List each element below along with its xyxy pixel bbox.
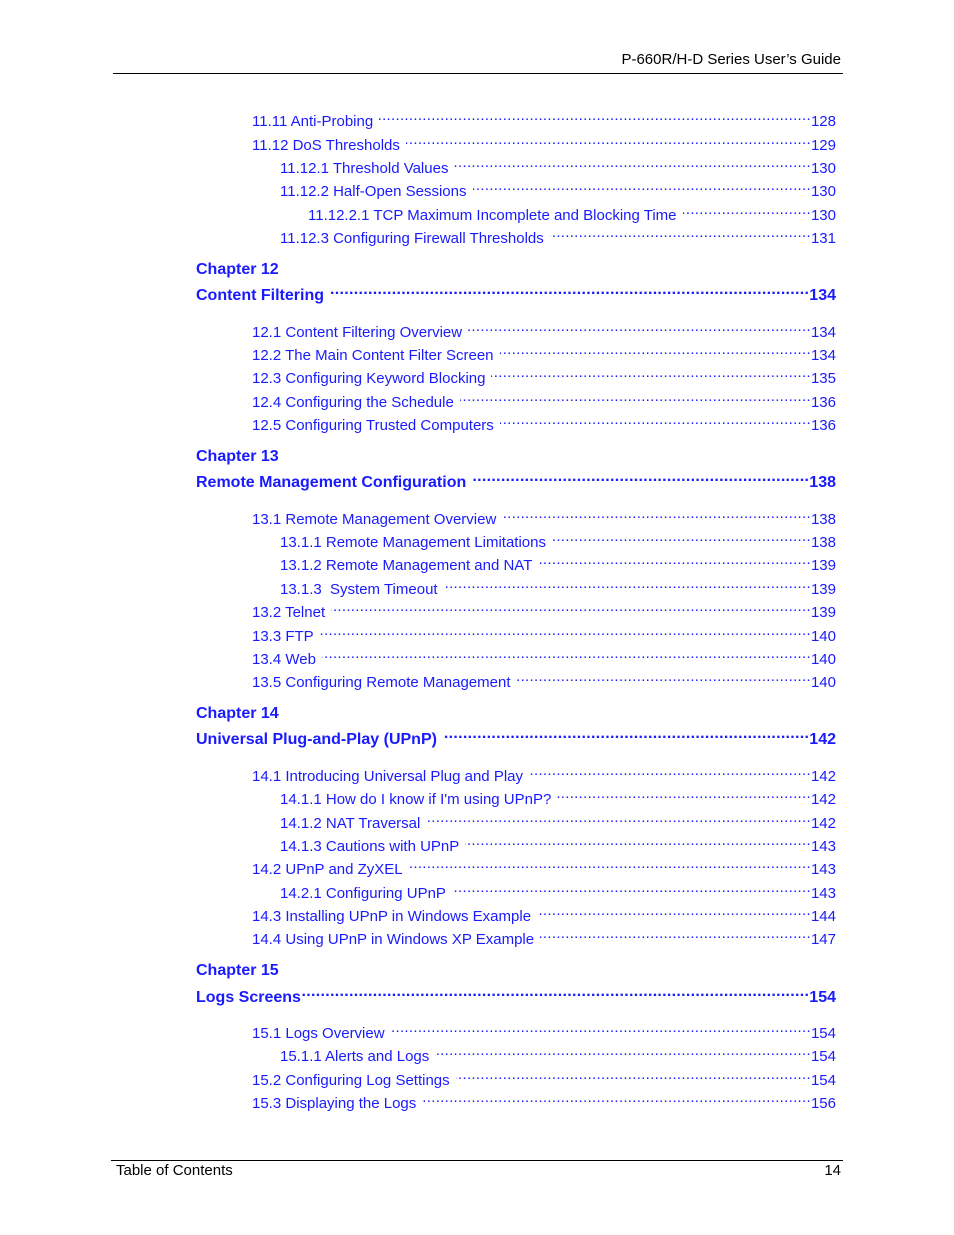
toc-entry-label: 15.3 Displaying the Logs <box>252 1095 417 1112</box>
toc-entry-label: 12.1 Content Filtering Overview <box>252 324 463 341</box>
chapter-number[interactable]: Chapter 13 <box>196 448 279 465</box>
toc-entry-page: 143 <box>810 861 836 878</box>
toc-entry[interactable] <box>280 176 836 200</box>
toc-entry-page: 154 <box>810 1072 836 1089</box>
toc-entry-label: 13.3 FTP <box>252 628 314 645</box>
toc-entry[interactable] <box>252 924 836 948</box>
toc-entry-page: 154 <box>810 1025 836 1042</box>
toc-entry[interactable] <box>252 363 836 387</box>
toc-entry[interactable] <box>280 784 836 808</box>
toc-entry[interactable] <box>252 644 836 668</box>
toc-entry-label: 13.1 Remote Management Overview <box>252 511 497 528</box>
chapter-title: Universal Plug-and-Play (UPnP) <box>196 731 437 748</box>
toc-entry-label: 15.1 Logs Overview <box>252 1025 385 1042</box>
toc-entry-page: 139 <box>810 581 836 598</box>
toc-entry-label: 11.11 Anti-Probing <box>252 113 374 130</box>
toc-entry-label: 14.1.1 How do I know if I'm using UPnP? <box>280 791 552 808</box>
chapter-number[interactable]: Chapter 12 <box>196 261 279 278</box>
toc-entry[interactable] <box>252 1065 836 1089</box>
header-rule <box>113 73 843 74</box>
toc-entry-page: 135 <box>810 370 836 387</box>
toc-entry[interactable] <box>280 808 836 832</box>
toc-entry-label: 12.3 Configuring Keyword Blocking <box>252 370 486 387</box>
toc-entry[interactable] <box>252 106 836 130</box>
toc-entry[interactable] <box>252 410 836 434</box>
toc-entry-label: 15.1.1 Alerts and Logs <box>280 1048 430 1065</box>
toc-entry[interactable] <box>252 854 836 878</box>
chapter-title-entry[interactable] <box>196 982 836 1006</box>
toc-entry-page: 129 <box>810 137 836 154</box>
toc-entry-page: 156 <box>810 1095 836 1112</box>
toc-entry[interactable] <box>252 901 836 925</box>
toc-entry-page: 142 <box>810 791 836 808</box>
toc-entry-page: 134 <box>810 347 836 364</box>
toc-entry-label: 15.2 Configuring Log Settings <box>252 1072 450 1089</box>
toc-entry[interactable] <box>252 621 836 645</box>
toc-entry-label: 14.2.1 Configuring UPnP <box>280 885 446 902</box>
toc-entry-label: 11.12 DoS Thresholds <box>252 137 400 154</box>
toc-entry-page: 130 <box>810 160 836 177</box>
toc-entry[interactable] <box>280 574 836 598</box>
toc-entry-page: 136 <box>810 394 836 411</box>
toc-entry-page: 138 <box>810 534 836 551</box>
toc-entry-page: 136 <box>810 417 836 434</box>
toc-entry[interactable] <box>252 597 836 621</box>
toc-entry[interactable] <box>280 153 836 177</box>
toc-entry[interactable] <box>252 317 836 341</box>
chapter-title: Logs Screens <box>196 989 301 1006</box>
toc-entry[interactable] <box>252 1018 836 1042</box>
chapter-title-entry[interactable] <box>196 467 836 491</box>
toc-entry-label: 12.2 The Main Content Filter Screen <box>252 347 494 364</box>
toc-entry-label: 12.5 Configuring Trusted Computers <box>252 417 494 434</box>
header-title: P-660R/H-D Series User’s Guide <box>621 51 841 68</box>
toc-entry-page: 139 <box>810 557 836 574</box>
toc-entry[interactable] <box>280 527 836 551</box>
toc-entry[interactable] <box>280 223 836 247</box>
toc-entry-label: 14.3 Installing UPnP in Windows Example <box>252 908 532 925</box>
chapter-number[interactable]: Chapter 15 <box>196 962 279 979</box>
toc-entry[interactable] <box>252 761 836 785</box>
toc-entry-label: 11.12.1 Threshold Values <box>280 160 449 177</box>
toc-entry-page: 130 <box>810 207 836 224</box>
chapter-page: 142 <box>809 731 836 748</box>
toc-entry-label: 13.1.1 Remote Management Limitations <box>280 534 546 551</box>
toc-entry[interactable] <box>280 831 836 855</box>
toc-entry[interactable] <box>280 1041 836 1065</box>
chapter-page: 138 <box>809 474 836 491</box>
toc-entry-page: 142 <box>810 768 836 785</box>
toc-entry-label: 11.12.2 Half-Open Sessions <box>280 183 467 200</box>
toc-entry-label: 14.1.3 Cautions with UPnP <box>280 838 460 855</box>
toc-entry[interactable] <box>252 340 836 364</box>
chapter-title-entry[interactable] <box>196 724 836 748</box>
toc-entry-label: 11.12.2.1 TCP Maximum Incomplete and Blocking Time <box>308 207 677 224</box>
toc-entry[interactable] <box>252 130 836 154</box>
toc-entry-label: 13.1.3 System Timeout <box>280 581 438 598</box>
footer-section: Table of Contents <box>116 1162 233 1179</box>
toc-entry-page: 144 <box>810 908 836 925</box>
toc-entry-page: 130 <box>810 183 836 200</box>
footer-rule <box>111 1160 843 1161</box>
chapter-title-entry[interactable] <box>196 280 836 304</box>
toc-entry-label: 13.5 Configuring Remote Management <box>252 674 511 691</box>
chapter-page: 134 <box>809 287 836 304</box>
toc-entry-label: 12.4 Configuring the Schedule <box>252 394 454 411</box>
toc-entry-page: 131 <box>810 230 836 247</box>
toc-entry-page: 147 <box>810 931 836 948</box>
toc-entry-label: 14.4 Using UPnP in Windows XP Example <box>252 931 535 948</box>
toc-entry[interactable] <box>252 387 836 411</box>
toc-entry-label: 14.1.2 NAT Traversal <box>280 815 421 832</box>
toc-entry[interactable] <box>252 504 836 528</box>
toc-entry-page: 134 <box>810 324 836 341</box>
toc-entry-page: 143 <box>810 885 836 902</box>
toc-entry-page: 139 <box>810 604 836 621</box>
toc-entry-page: 142 <box>810 815 836 832</box>
toc-entry-label: 13.2 Telnet <box>252 604 326 621</box>
toc-entry-page: 128 <box>810 113 836 130</box>
toc-entry[interactable] <box>308 200 836 224</box>
toc-entry-page: 143 <box>810 838 836 855</box>
chapter-title: Remote Management Configuration <box>196 474 467 491</box>
toc-entry-page: 140 <box>810 628 836 645</box>
page-number: 14 <box>824 1162 841 1179</box>
chapter-number[interactable]: Chapter 14 <box>196 705 279 722</box>
chapter-page: 154 <box>809 989 836 1006</box>
toc-entry[interactable] <box>252 1088 836 1112</box>
toc-entry[interactable] <box>280 878 836 902</box>
toc-entry-page: 154 <box>810 1048 836 1065</box>
toc-entry-page: 140 <box>810 674 836 691</box>
toc-entry-label: 13.4 Web <box>252 651 316 668</box>
toc-entry[interactable] <box>252 667 836 691</box>
toc-entry[interactable] <box>280 550 836 574</box>
toc-entry-page: 138 <box>810 511 836 528</box>
toc-entry-label: 14.2 UPnP and ZyXEL <box>252 861 403 878</box>
toc-entry-page: 140 <box>810 651 836 668</box>
toc-entry-label: 14.1 Introducing Universal Plug and Play <box>252 768 523 785</box>
toc-entry-label: 11.12.3 Configuring Firewall Thresholds <box>280 230 544 247</box>
chapter-title: Content Filtering <box>196 287 324 304</box>
toc-entry-label: 13.1.2 Remote Management and NAT <box>280 557 533 574</box>
